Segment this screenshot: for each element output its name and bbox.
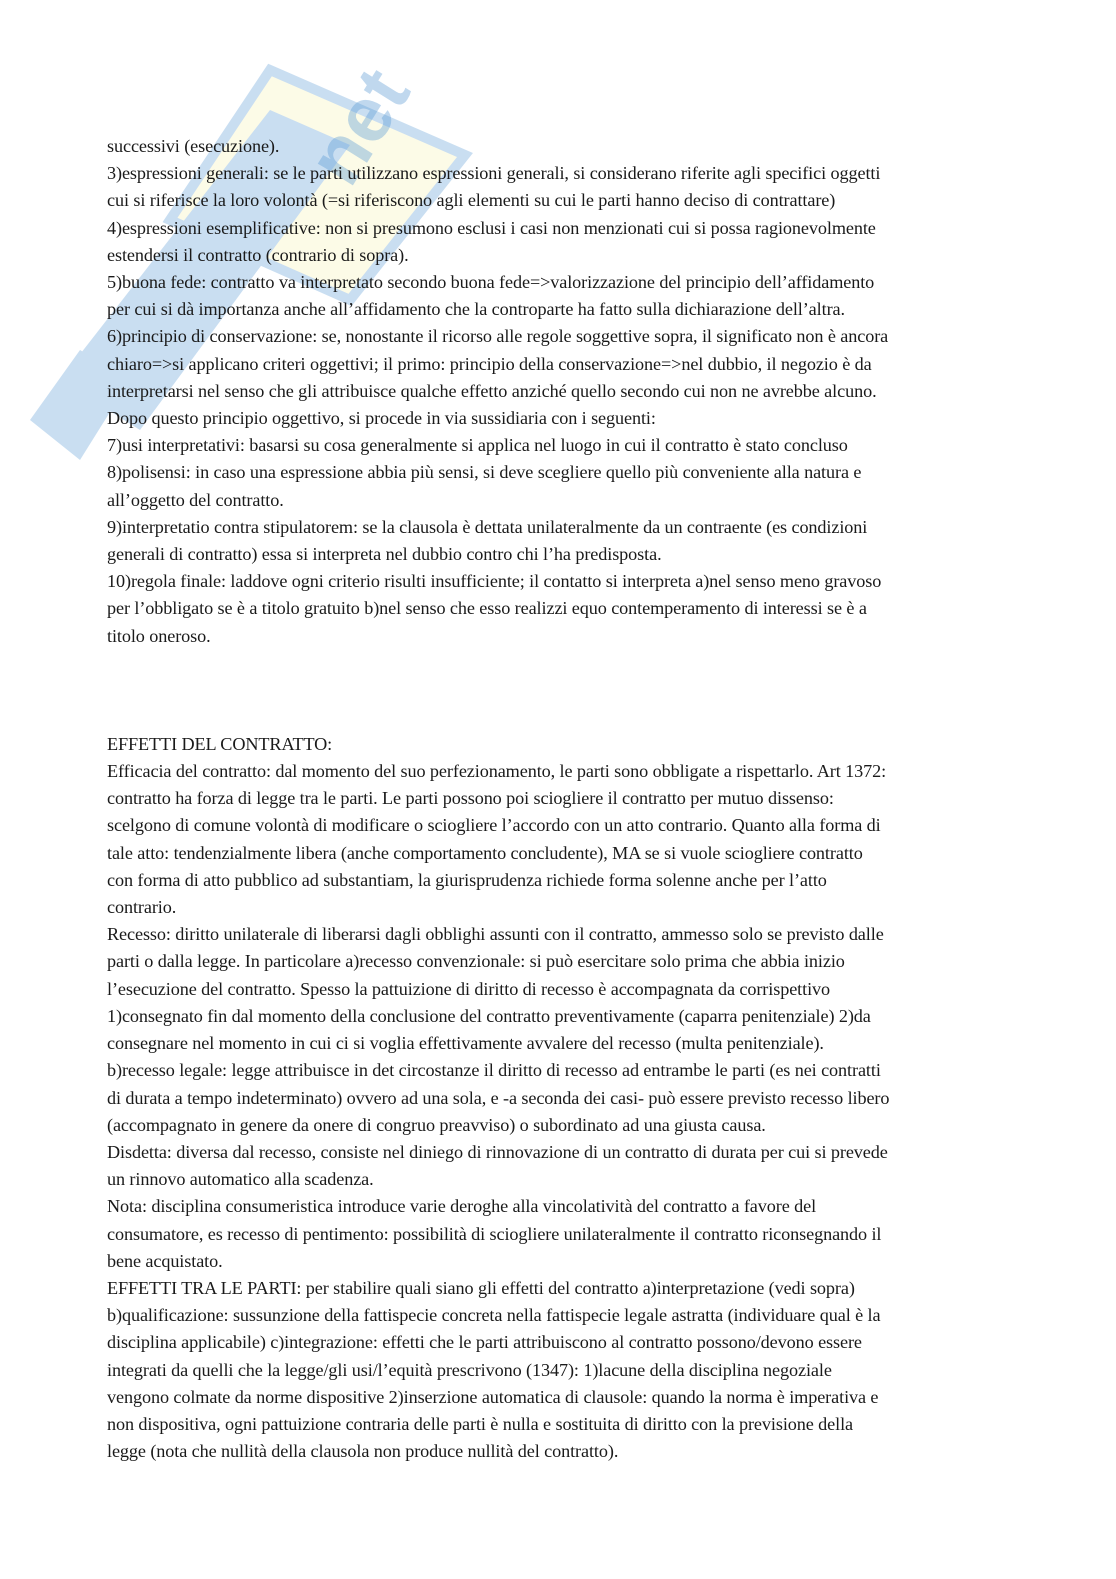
text-line: con forma di atto pubblico ad substantiam, la giurisprudenza richiede forma solenne anche per l’atto xyxy=(107,869,827,890)
text-line: scelgono di comune volontà di modificare o sciogliere l’accordo con un atto contrario. Quanto alla forma di xyxy=(107,815,881,836)
text-line: un rinnovo automatico alla scadenza. xyxy=(107,1169,374,1190)
text-line: chiaro=>si applicano criteri oggettivi; il primo: principio della conservazione=>nel dubbio, il negozio è da xyxy=(107,353,872,374)
text-line: 5)buona fede: contratto va interpretato secondo buona fede=>valorizzazione del principio dell’affidamento xyxy=(107,272,875,293)
text-line: per l’obbligato se è a titolo gratuito b)nel senso che esso realizzi equo contemperamento di interessi se è a xyxy=(107,598,867,619)
text-line: Disdetta: diversa dal recesso, consiste nel diniego di rinnovazione di un contratto di durata per cui si prevede xyxy=(107,1141,888,1162)
text-line: tale atto: tendenzialmente libera (anche comportamento concludente), MA se si vuole sciogliere contratto xyxy=(107,842,863,863)
text-line: Nota: disciplina consumeristica introduce varie deroghe alla vincolatività del contratto a favore del xyxy=(107,1196,817,1217)
text-line: consumatore, es recesso di pentimento: possibilità di sciogliere unilateralmente il contratto riconsegnando il xyxy=(107,1223,882,1244)
text-line: contratto ha forza di legge tra le parti. Le parti possono poi sciogliere il contratto per mutuo dissenso: xyxy=(107,788,834,809)
text-line: legge (nota che nullità della clausola non produce nullità del contratto). xyxy=(107,1441,619,1462)
text-line: b)recesso legale: legge attribuisce in det circostanze il diritto di recesso ad entrambe le parti (es nei contratti xyxy=(107,1060,881,1081)
text-line: (accompagnato in genere da onere di congruo preavviso) o subordinato ad una giusta causa. xyxy=(107,1114,766,1135)
text-line: bene acquistato. xyxy=(107,1250,223,1271)
section-gap xyxy=(107,650,1007,731)
section-interpretation xyxy=(107,133,1007,650)
text-line: generali di contratto) essa si interpreta nel dubbio contro chi l’ha predisposta. xyxy=(107,544,662,565)
watermark-text: net xyxy=(289,53,427,200)
text-line: Efficacia del contratto: dal momento del suo perfezionamento, le parti sono obbligate a rispettarlo. Art 1372: xyxy=(107,761,887,782)
text-line: estendersi il contratto (contrario di sopra). xyxy=(107,244,409,265)
text-line: successivi (esecuzione). xyxy=(107,136,280,156)
text-line: non dispositiva, ogni pattuizione contraria delle parti è nulla e sostituita di diritto con la previsione della xyxy=(107,1413,854,1434)
text-line: titolo oneroso. xyxy=(107,625,211,646)
text-line: contrario. xyxy=(107,897,177,918)
text-line: all’oggetto del contratto. xyxy=(107,489,284,510)
text-line: 1)consegnato fin dal momento della conclusione del contratto preventivamente (caparra penitenziale) 2)da xyxy=(107,1005,871,1026)
text-line: per cui si dà importanza anche all’affidamento che la controparte ha fatto sulla dichiarazione dell’altra. xyxy=(107,299,845,320)
text-line: disciplina applicabile) c)integrazione: effetti che le parti attribuiscono al contratto possono/devono essere xyxy=(107,1332,862,1353)
text-line: Dopo questo principio oggettivo, si procede in via sussidiaria con i seguenti: xyxy=(107,408,656,429)
text-line: b)qualificazione: sussunzione della fattispecie concreta nella fattispecie legale astratta (individuare qual è la xyxy=(107,1305,881,1326)
text-line: 9)interpretatio contra stipulatorem: se la clausola è dettata unilateralmente da un contraente (es condizioni xyxy=(107,516,868,537)
text-line: EFFETTI TRA LE PARTI: per stabilire quali siano gli effetti del contratto a)interpretazione (vedi sopra) xyxy=(107,1277,855,1298)
text-line: 6)principio di conservazione: se, nonostante il ricorso alle regole soggettive sopra, il significato non è ancora xyxy=(107,326,889,347)
text-line: parti o dalla legge. In particolare a)recesso convenzionale: si può esercitare solo prima che abbia inizio xyxy=(107,951,845,972)
text-line: interpretarsi nel senso che gli attribuisce qualche effetto anziché quello secondo cui non ne avrebbe alcuno. xyxy=(107,380,877,401)
text-line: integrati da quelli che la legge/gli usi/l’equità prescrivono (1347): 1)lacune della disciplina negoziale xyxy=(107,1359,832,1380)
section-effects xyxy=(107,731,1007,1465)
document-body xyxy=(107,133,1007,1465)
text-line: di durata a tempo indeterminato) ovvero ad una sola, e -a seconda dei casi- può essere previsto recesso libero xyxy=(107,1087,890,1108)
text-line: Recesso: diritto unilaterale di liberarsi dagli obblighi assunti con il contratto, ammesso solo se previsto dalle xyxy=(107,924,884,945)
text-line: 4)espressioni esemplificative: non si presumono esclusi i casi non menzionati cui si possa ragionevolmente xyxy=(107,217,876,238)
text-line: vengono colmate da norme dispositive 2)inserzione automatica di clausole: quando la norma è imperativa e xyxy=(107,1386,879,1407)
text-line: 7)usi interpretativi: basarsi su cosa generalmente si applica nel luogo in cui il contratto è stato concluso xyxy=(107,435,848,456)
text-line: cui si riferisce la loro volontà (=si riferiscono agli elementi su cui le parti hanno deciso di contrattare) xyxy=(107,190,836,211)
text-line: 10)regola finale: laddove ogni criterio risulti insufficiente; il contatto si interpreta a)nel senso meno gravoso xyxy=(107,571,882,592)
text-line: l’esecuzione del contratto. Spesso la pattuizione di diritto di recesso è accompagnata da corrispettivo xyxy=(107,978,831,999)
text-line: consegnare nel momento in cui ci si voglia effettivamente avvalere del recesso (multa penitenziale). xyxy=(107,1033,824,1054)
text-line: 3)espressioni generali: se le parti utilizzano espressioni generali, si considerano riferite agli specifici oggetti xyxy=(107,163,881,184)
text-line: EFFETTI DEL CONTRATTO: xyxy=(107,733,333,754)
text-line: 8)polisensi: in caso una espressione abbia più sensi, si deve scegliere quello più conveniente alla natura e xyxy=(107,462,862,483)
